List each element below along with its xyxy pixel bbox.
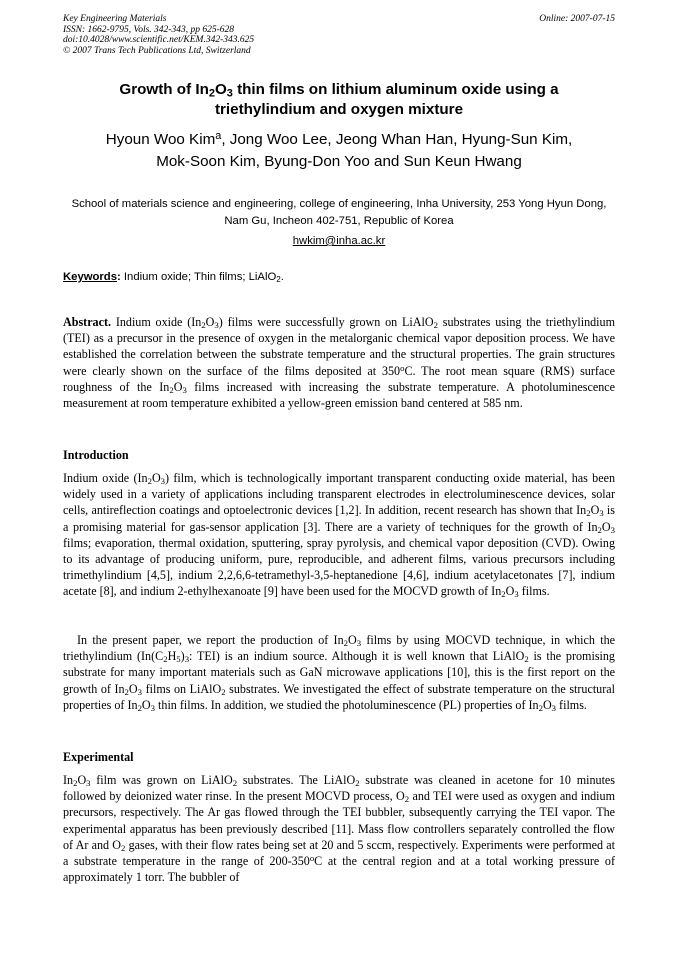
- journal-header: [63, 14, 615, 56]
- keywords: Keywords: Indium oxide; Thin films; LiAlO$_2$.: [63, 271, 284, 285]
- abstract: Abstract. Indium oxide $(In_2O_3)$ films were successfully grown on LiAlO$_2$ substrates using the triethylindium (TEI) as a precursor in the presence of oxygen in the metalorganic chemical vapor deposition process. We have established the correlation between the substrate temperature and the structural properties. The grain structures were clearly shown on the surface of the films deposited at 350$^o$C. The root mean square (RMS) surface roughness of the $In_2O_3$ films increased with increasing the substrate temperature. A photoluminescence measurement at room temperature exhibited a yellow-green emission band centered at 585 nm.: [63, 315, 615, 411]
- journal-name: Key Engineering Materials: [63, 14, 167, 24]
- experimental-paragraph: $In_2O_3$ film was grown on LiAlO$_2$ substrates. The LiAlO$_2$ substrate was cleaned in acetone for 10 minutes followed by deionized water rinse. In the present MOCVD process, $O_2$ and TEI were used as oxygen and indium precursors, respectively. The Ar gas flowed through the TEI bubbler, subsequently carrying the TEI vapor. The experimental apparatus has been previously described [11]. Mass flow controllers separately controlled the flow of Ar and $O_2$ gases, with their flow rates being set at 20 and 5 sccm, respectively. Experiments were performed at a substrate temperature in the range of 200-350$^o$C at the central region and at a total working pressure of approximately 1 torr. The bubbler of: [63, 773, 615, 885]
- section-heading-experimental: Experimental: [63, 750, 134, 764]
- journal-doi: doi:10.4028/www.scientific.net/KEM.342-343.625: [63, 35, 255, 45]
- journal-issn: ISSN: 1662-9795, Vols. 342-343, pp 625-628: [63, 24, 234, 35]
- author-email[interactable]: hwkim@inha.ac.kr: [292, 235, 386, 247]
- paper-title: Growth of $In_2O_3$ thin films on lithium aluminum oxide using a triethylindium and oxygen mixture: [119, 81, 559, 118]
- introduction-paragraph-2: In the present paper, we report the production of $In_2O_3$ films by using MOCVD technique, in which the triethylindium ($In(C_2H_5)_3$: TEI) is an indium source. Although it is well known that LiAlO$_2$ is the promising substrate for many important materials such as GaN microwave applications [10], this is the first report on the growth of $In_2O_3$ films on LiAlO$_2$ substrates. We investigated the effect of substrate temperature on the structural properties of $In_2O_3$ thin films. In addition, we studied the photoluminescence (PL) properties of $In_2O_3$ films.: [63, 633, 615, 713]
- online-date: Online: 2007-07-15: [539, 14, 615, 24]
- author-list: Hyoun Woo Kim$^a$, Jong Woo Lee, Jeong Whan Han, Hyung-Sun Kim, Mok-Soon Kim, Byung-Don Yoo and Sun Keun Hwang: [105, 130, 573, 170]
- introduction-paragraph-1: Indium oxide $(In_2O_3)$ film, which is technologically important transparent conducting oxide material, has been widely used in a variety of applications including transparent electrodes in electroluminescence devices, solar cells, antireflection coatings and optoelectronic devices [1,2]. In addition, recent research has shown that $In_2O_3$ is a promising material for gas-sensor application [3]. There are a variety of techniques for the growth of $In_2O_3$ films; evaporation, thermal oxidation, sputtering, spray pyrolysis, and chemical vapor deposition (CVD). Owing to its advantage of producing uniform, pure, reproducible, and adherent films, various precursors including trimethylindium [4,5], indium 2,2,6,6-tetramethyl-3,5-heptanedione [4,6], indium acetylacetonates [7], indium acetate [8], and indium 2-ethylhexanoate [9] have been used for the MOCVD growth of $In_2O_3$ films.: [63, 471, 616, 600]
- affiliation: School of materials science and engineering, college of engineering, Inha University, 253 Yong Hyun Dong, Nam Gu, Incheon 402-751, Republic of Korea: [71, 198, 607, 227]
- section-heading-introduction: Introduction: [63, 448, 129, 462]
- journal-copyright: © 2007 Trans Tech Publications Ltd, Switzerland: [63, 45, 251, 56]
